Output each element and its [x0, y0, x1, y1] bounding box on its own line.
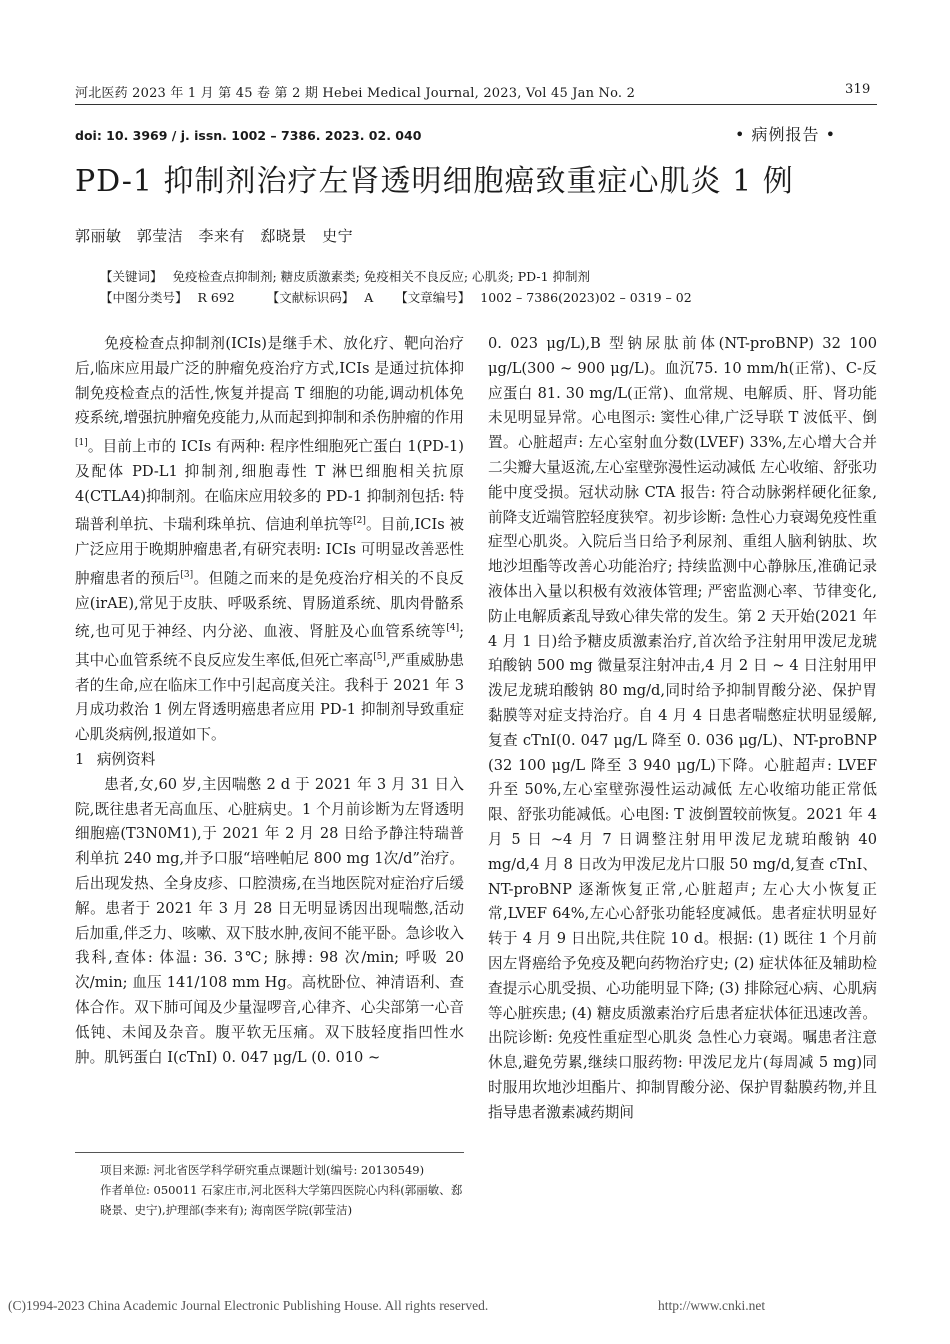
running-header: 河北医药 2023 年 1 月 第 45 卷 第 2 期 Hebei Medical Journal, 2023, Vol 45 Jan No. 2	[75, 86, 636, 101]
citation-5: [5]	[373, 652, 386, 662]
case-paragraph: 患者,女,60 岁,主因喘憋 2 d 于 2021 年 3 月 31 日入院,既往患者无高血压、心脏病史。1 个月前诊断为左肾透明细胞癌(T3N0M1),于 2021 年 2 月 28 日给予静注特瑞普利单抗 240 mg,并予口服“培唑帕尼 800 mg 1次/d”治疗。后出现发热、全身皮疹、口腔溃疡,在当地医院对症治疗后缓解。患者于 2021 年 3 月 28 日无明显诱因出现喘憋,活动后加重,伴乏力、咳嗽、双下肢水肿,夜间不能平卧。急诊收入我科,查体: 体温: 36. 3℃; 脉搏: 98 次/min; 呼吸 20 次/min; 血压 141/108 mm Hg。高枕卧位、神清语利、查体合作。双下肺可闻及少量湿啰音,心律齐、心尖部第一心音低钝、未闻及杂音。腹平软无压痛。双下肢轻度指凹性水肿。肌钙蛋白 I(cTnI) 0. 047 μg/L (0. 010 ~	[75, 775, 464, 1066]
citation-3: [3]	[180, 569, 194, 580]
footnote-rule	[75, 1152, 464, 1153]
footnotes	[100, 1160, 464, 1220]
keywords-line	[100, 266, 860, 287]
authors: 郭丽敏 郭莹洁 李来有 郄晓景 史宁	[75, 227, 354, 245]
citation-4: [4]	[446, 623, 460, 634]
intro-text-2: 。目前上市的 ICIs 有两种: 程序性细胞死亡蛋白 1(PD-1)及配体 PD-L1 抑制剂,细胞毒性 T 淋巴细胞相关抗原 4(CTLA4)抑制剂。在临床应用较多的 PD-1 抑制剂包括: 特瑞普利单抗、卡瑞利珠单抗、信迪利单抗等	[75, 438, 464, 534]
copyright-footer: (C)1994-2023 China Academic Journal Electronic Publishing House. All rights reserved.	[8, 1298, 489, 1313]
clc: R 692	[197, 290, 235, 305]
intro-text-6: ,严重威胁患者的生命,应在临床工作中引起高度关注。我科于 2021 年 3 月成功救治 1 例左肾透明癌患者应用 PD-1 抑制剂导致重症心肌炎病例,报道如下。	[75, 651, 464, 744]
article-no: 1002 – 7386(2023)02 – 0319 – 02	[480, 290, 692, 305]
page-number: 319	[845, 82, 871, 97]
header-rule	[75, 104, 877, 105]
funding-note: 项目来源: 河北省医学科学研究重点课题计划(编号: 20130549)	[100, 1163, 425, 1177]
affiliation-note: 作者单位: 050011 石家庄市,河北医科大学第四医院心内科(郭丽敏、郄晓景、史宁),护理部(李来有); 海南医学院(郭莹洁)	[100, 1183, 463, 1217]
intro-paragraph	[75, 332, 464, 748]
intro-text-1: 免疫检查点抑制剂(ICIs)是继手术、放化疗、靶向治疗后,临床应用最广泛的肿瘤免疫治疗方式,ICIs 是通过抗体抑制免疫检查点的活性,恢复并提高 T 细胞的功能,调动机体免疫系统,增强抗肿瘤免疫能力,从而起到抑制和杀伤肿瘤的作用	[75, 335, 464, 427]
keywords-label: 【关键词】	[100, 269, 163, 284]
citation-1: [1]	[75, 438, 88, 449]
keywords: 免疫检查点抑制剂; 糖皮质激素类; 免疫相关不良反应; 心肌炎; PD-1 抑制剂	[172, 269, 591, 284]
case-continued-paragraph: 0. 023 μg/L),B 型钠尿肽前体(NT-proBNP) 32 100 μg/L(300 ~ 900 μg/L)。血沉75. 10 mm/h(正常)、C-反应蛋白 81. 30 mg/L(正常)、血常规、电解质、肝、肾功能未见明显异常。心电图示: 窦性心律,广泛导联 T 波低平、倒置。心脏超声: 左心室射血分数(LVEF) 33%,左心增大合并二尖瓣大量返流,左心室壁弥漫性运动减低 左心收缩、舒张功能中度受损。冠状动脉 CTA 报告: 符合动脉粥样硬化征象,前降支近端管腔轻度狭窄。初步诊断: 急性心力衰竭免疫性重症型心肌炎。入院后当日给予利尿剂、重组人脑利钠肽、坎地沙坦酯等改善心功能治疗; 持续监测中心静脉压,准确记录液体出入量以积极有效液体管理; 严密监测心率、节律变化,防止电解质紊乱导致心律失常的发生。第 2 天开始(2021 年 4 月 1 日)给予糖皮质激素治疗,首次给予注射用甲泼尼龙琥珀酸钠 500 mg 微量泵注射冲击,4 月 2 日 ~ 4 日注射用甲泼尼龙琥珀酸钠 80 mg/d,同时给予抑制胃酸分泌、保护胃黏膜等对症支持治疗。自 4 月 4 日患者喘憋症状明显缓解,复查 cTnI(0. 047 μg/L 降至 0. 036 μg/L)、NT-proBNP (32 100 μg/L 降至 3 940 μg/L)下降。心脏超声: LVEF 升至 50%,左心室壁弥漫性运动减低 左心收缩功能正常低限、舒张功能减低。心电图: T 波倒置较前恢复。2021 年 4 月 5 日 ~4 月 7 日调整注射用甲泼尼龙琥珀酸钠 40 mg/d,4 月 8 日改为甲泼尼龙片口服 50 mg/d,复查 cTnI、NT-proBNP 逐渐恢复正常,心脏超声; 左心大小恢复正常,LVEF 64%,左心心舒张功能轻度减低。患者症状明显好转于 4 月 9 日出院,共住院 10 d。根据: (1) 既往 1 个月前因左肾癌给予免疫及靶向药物治疗史; (2) 症状体征及辅助检查提示心肌受损、心功能明显下降; (3) 排除冠心病、心肌病等心脏疾患; (4) 糖皮质激素治疗后患者症状体征迅速改善。出院诊断: 免疫性重症型心肌炎 急性心力衰竭。嘱患者注意休息,避免劳累,继续口服药物: 甲泼尼龙片(每周减 5 mg)同时服用坎地沙坦酯片、抑制胃酸分泌、保护胃黏膜药物,并且指导患者激素减药期间	[488, 335, 877, 1121]
intro-text-5: ; 其中心血管系统不良反应发生率低,但死亡率高	[75, 623, 464, 669]
footer-url[interactable]: http://www.cnki.net	[658, 1298, 766, 1313]
section-heading-1: 1 病例资料	[75, 751, 156, 769]
doc-code: A	[364, 290, 374, 305]
article-no-label: 【文章编号】	[395, 290, 471, 305]
doi: doi: 10. 3969 / j. issn. 1002 – 7386. 2023. 02. 040	[75, 128, 422, 143]
intro-text-3: 。目前,ICIs 被广泛应用于晚期肿瘤患者,有研究表明: ICIs 可明显改善恶性肿瘤患者的预后	[75, 516, 464, 587]
column-tag: • 病例报告 •	[735, 125, 837, 144]
intro-text-4: 。但随之而来的是免疫治疗相关的不良反应(irAE),常见于皮肤、呼吸系统、胃肠道系统、肌肉骨骼系统,也可见于神经、内分泌、血液、肾脏及心血管系统等	[75, 569, 464, 641]
classification-line	[100, 287, 860, 308]
left-column	[75, 332, 464, 1070]
citation-2: [2]	[353, 516, 366, 527]
article-title: PD-1 抑制剂治疗左肾透明细胞癌致重症心肌炎 1 例	[75, 164, 794, 199]
doc-code-label: 【文献标识码】	[266, 290, 355, 305]
clc-label: 【中图分类号】	[100, 290, 188, 305]
right-column	[488, 332, 877, 1126]
